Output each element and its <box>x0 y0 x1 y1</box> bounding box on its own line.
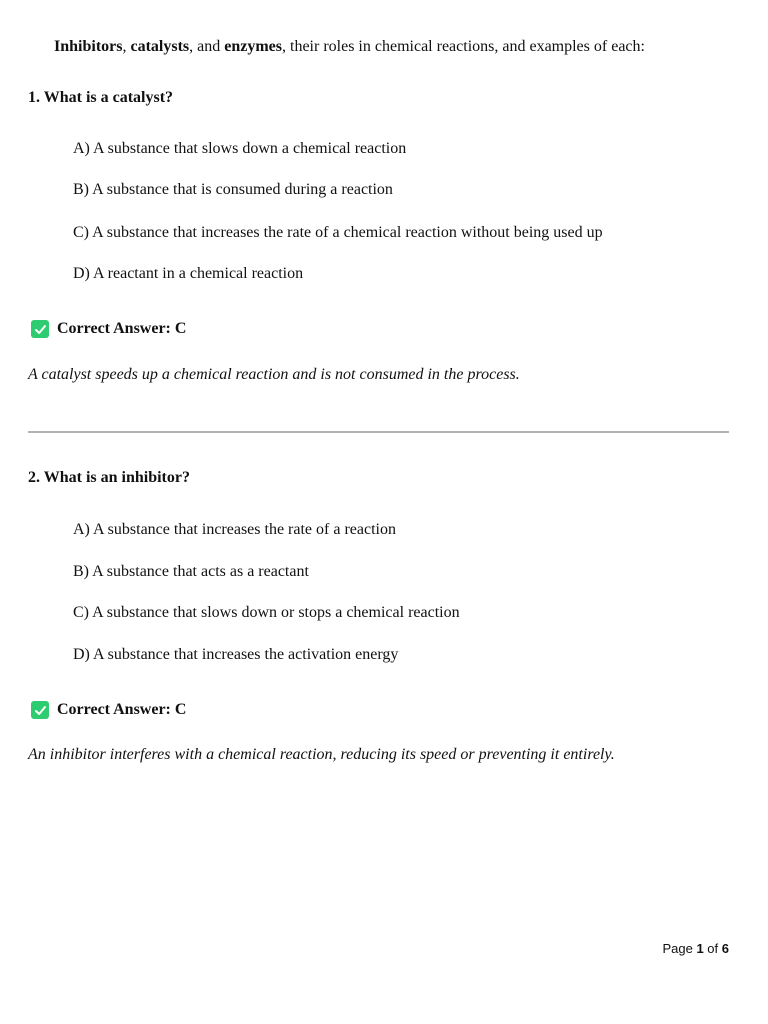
intro-rest: , their roles in chemical reactions, and examples of each: <box>282 38 645 55</box>
intro-separator-1: , <box>122 38 131 55</box>
page-number-total: 6 <box>721 941 729 956</box>
page-number-prefix: Page <box>662 941 697 956</box>
question-1-explanation: A catalyst speeds up a chemical reaction and is not consumed in the process. <box>28 366 520 383</box>
question-2-option-a: A) A substance that increases the rate of a reaction <box>73 521 396 538</box>
question-1-option-d: D) A reactant in a chemical reaction <box>73 265 304 282</box>
check-mark-icon <box>31 320 49 338</box>
section-divider <box>28 431 729 433</box>
page-number-middle: of <box>703 941 722 956</box>
question-1-correct-answer <box>31 318 186 340</box>
intro-term-catalysts: catalysts <box>130 38 190 55</box>
question-1-title: 1. What is a catalyst? <box>28 89 174 106</box>
question-2-option-c: C) A substance that slows down or stops a chemical reaction <box>73 604 460 621</box>
page-number-current: 1 <box>696 941 704 956</box>
check-mark-icon <box>31 701 49 719</box>
intro-term-enzymes: enzymes <box>224 38 282 55</box>
question-1-option-b: B) A substance that is consumed during a reaction <box>73 181 393 198</box>
question-1-option-a: A) A substance that slows down a chemical reaction <box>73 140 407 157</box>
page-number <box>662 940 729 958</box>
question-2-answer-label: Correct Answer: C <box>57 701 187 718</box>
question-2-explanation: An inhibitor interferes with a chemical reaction, reducing its speed or preventing it entirely. <box>28 746 615 763</box>
question-2-correct-answer <box>31 699 186 721</box>
intro-separator-2: , and <box>189 38 225 55</box>
question-2-option-b: B) A substance that acts as a reactant <box>73 563 309 580</box>
intro-sentence <box>54 36 744 58</box>
question-1-option-c: C) A substance that increases the rate of a chemical reaction without being used up <box>73 224 603 241</box>
question-2-title: 2. What is an inhibitor? <box>28 469 190 486</box>
intro-term-inhibitors: Inhibitors <box>54 38 123 55</box>
question-2-option-d: D) A substance that increases the activation energy <box>73 646 399 663</box>
question-1-answer-label: Correct Answer: C <box>57 320 187 337</box>
